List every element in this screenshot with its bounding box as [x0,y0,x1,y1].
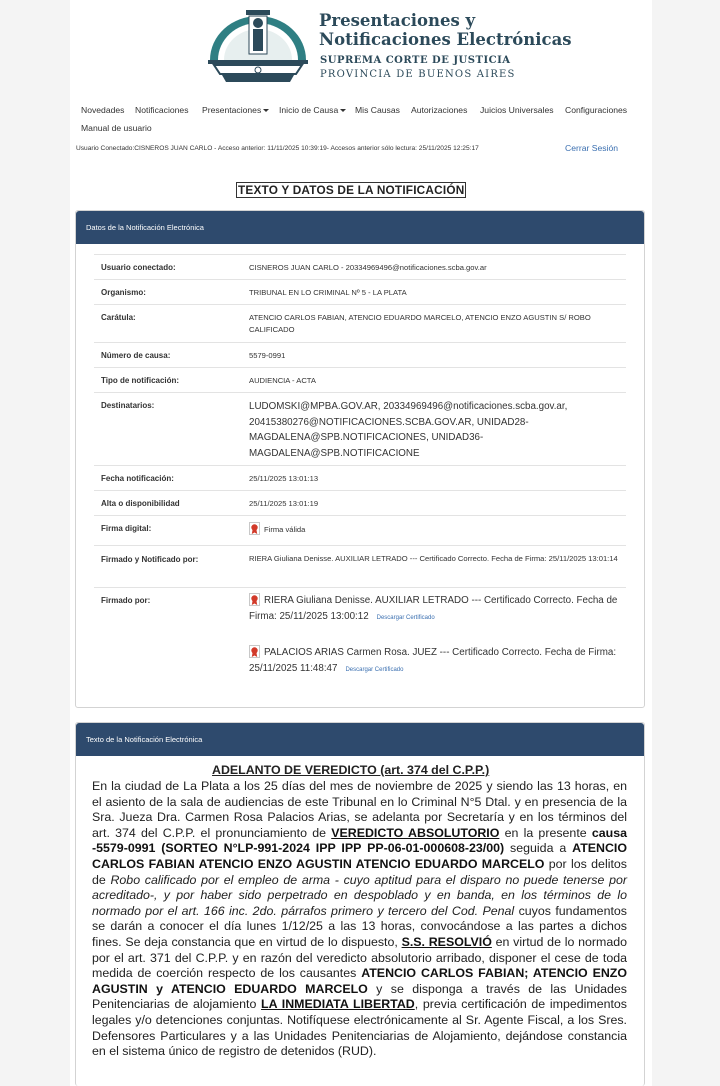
detail-row [94,545,626,587]
detail-value: 25/11/2025 13:01:19 [249,499,319,508]
release-emphasis: LA INMEDIATA LIBERTAD [261,997,415,1012]
session-status: Usuario Conectado:CISNEROS JUAN CARLO - Acceso anterior: 11/11/2025 10:39:19- Accesos anterior sólo lectura: 25/11/2025 12:25:17 [76,145,479,152]
detail-value-recipients: LUDOMSKI@MPBA.GOV.AR, 20334969496@notificaciones.scba.gov.ar, 20415380276@NOTIFICACIONES.SCBA.GOV.AR, UNIDAD28-MAGDALENA@SPB.NOTIFICACIONES, UNIDAD36-MAGDALENA@SPB.NOTIFICACIONE [249,401,568,459]
brand-title-line1: Presentaciones y [319,11,476,30]
verdict-text: en virtud de lo normado por el art. 371 del C.P.P. y en razón del veredicto absolutorio arribado, disponer el cese de toda medida de coerción respecto de los causantes [92,934,628,981]
verdict-emphasis: VEREDICTO ABSOLUTORIO [331,825,500,840]
signer-text: RIERA Giuliana Denisse. AUXILIAR LETRADO --- Certificado Correcto. Fecha de Firma: 25/11/2025 13:00:12 [249,595,618,622]
nav-inicio-de-causa[interactable] [279,105,346,115]
notification-text-header: Texto de la Notificación Electrónica [76,723,644,756]
detail-value: 25/11/2025 13:01:13 [249,474,319,483]
notification-details-panel [75,210,645,708]
verdict-text: seguida a [504,841,573,856]
detail-value: CISNEROS JUAN CARLO - 20334969496@notificaciones.scba.gov.ar [249,263,487,272]
detail-row [94,254,626,279]
signature-seal-icon [249,645,260,658]
signature-seal-icon [249,522,260,535]
nav-notificaciones[interactable]: Notificaciones [135,105,189,115]
nav-juicios-universales[interactable]: Juicios Universales [480,105,554,115]
caret-down-icon [263,109,269,112]
nav-presentaciones-label: Presentaciones [202,105,262,115]
detail-row [94,367,626,392]
detail-value: RIERA Giuliana Denisse. AUXILIAR LETRADO --- Certificado Correcto. Fecha de Firma: 25/11/2025 13:01:14 [249,554,618,563]
detail-label: Fecha notificación: [101,474,174,483]
download-certificate-link[interactable]: Descargar Certificado [345,666,404,673]
site-header [70,0,652,98]
detail-label: Alta o disponibilidad [101,499,180,508]
detail-row [94,587,626,707]
notification-details-header: Datos de la Notificación Electrónica [76,211,644,244]
detail-row [94,465,626,490]
brand-title-line2: Notificaciones Electrónicas [319,30,572,49]
nav-presentaciones[interactable] [202,105,269,115]
detail-label: Carátula: [101,313,136,322]
case-number: causa -5579-0991 (SORTEO N°LP-991-2024 IPP IPP PP-06-01-000608-23/00) [92,825,627,856]
detail-value: 5579-0991 [249,351,286,360]
nav-configuraciones[interactable]: Configuraciones [565,105,628,115]
verdict-text: por los delitos de [92,856,627,887]
resolution-emphasis: S.S. RESOLVIÓ [401,934,492,949]
detail-label: Tipo de notificación: [101,376,180,385]
detail-row [94,279,626,304]
detail-row [94,515,626,545]
defendants: ATENCIO CARLOS FABIAN ATENCIO ENZO AGUSTIN ATENCIO EDUARDO MARCELO [92,841,628,871]
detail-row [94,490,626,515]
download-certificate-link[interactable]: Descargar Certificado [376,614,435,621]
signature-seal-icon [249,593,260,606]
detail-label: Número de causa: [101,351,171,360]
defendants: ATENCIO CARLOS FABIAN; ATENCIO ENZO AGUSTIN y ATENCIO EDUARDO MARCELO [92,966,628,996]
detail-label: Firmado por: [101,596,151,605]
detail-label: Firma digital: [101,524,152,533]
detail-value: AUDIENCIA - ACTA [249,376,316,385]
detail-row [94,304,626,342]
signer-entry [249,593,624,626]
verdict-text: En la ciudad de La Plata a los 25 días del mes de noviembre de 2025 y siendo las 13 horas, en el asiento de la sala de audiencias de este Tribunal en lo Criminal N°5 Dtal. y en presencia de la Sra. Jueza Dra. Carmen Rosa Palacios Arias, se adelanta por Secretaría y en los términos del art. 374 del C.P.P. el pronunciamiento de [92,779,627,840]
detail-label: Destinatarios: [101,401,155,410]
verdict-title: ADELANTO DE VEREDICTO (art. 374 del C.P.P.) [212,763,490,777]
nav-manual-de-usuario[interactable]: Manual de usuario [81,123,152,133]
court-building-logo-icon [204,8,312,84]
detail-label: Usuario conectado: [101,263,176,272]
detail-label: Organismo: [101,288,146,297]
nav-inicio-de-causa-label: Inicio de Causa [279,105,339,115]
nav-novedades[interactable]: Novedades [81,105,125,115]
logout-link[interactable]: Cerrar Sesión [565,143,619,153]
page-title: TEXTO Y DATOS DE LA NOTIFICACIÓN [238,183,465,197]
signer-entry [249,645,624,678]
detail-value: TRIBUNAL EN LO CRIMINAL Nº 5 - LA PLATA [249,288,407,297]
charges: Robo calificado por el empleo de arma - cuyo aptitud para el disparo no puede tenerse por acreditado-, y por haber sido perpetrado en despoblado y en banda, en los términos de lo normado por el art. 166 inc. 2do. párrafos primero y tercero del Cod. Penal [92,872,627,918]
brand-subtitle-province: PROVINCIA DE BUENOS AIRES [320,69,516,80]
brand-subtitle-court: SUPREMA CORTE DE JUSTICIA [320,55,511,66]
verdict-text: cuyos fundamentos se darán a conocer el día lunes 1/12/25 a las 13 horas, convocándose a las partes a dichos fines. Se deja constancia que en virtud de lo dispuesto, [92,903,627,949]
signature-status: Firma válida [264,525,306,534]
detail-row [94,342,626,367]
signer-text: PALACIOS ARIAS Carmen Rosa. JUEZ --- Certificado Correcto. Fecha de Firma: 25/11/2025 11:48:47 [249,647,617,674]
verdict-body [92,779,627,1060]
detail-row [94,392,626,465]
verdict-text: y se disponga a través de las Unidades Penitenciarias de alojamiento [92,981,627,1012]
detail-label: Firmado y Notificado por: [101,555,199,564]
verdict-text: en la presente [499,825,592,840]
caret-down-icon [340,109,346,112]
main-nav [70,98,652,136]
brand-title [319,11,572,49]
verdict-text: , previa certificación de impedimentos legales y/o detenciones conjuntas. Notifíquese electrónicamente al Sr. Agente Fiscal, a los Sres. Defensores Particulares y a las Unidades Penitenciarias de Alojamiento, dejándose constancia en el sistema único de registro de detenidos (RUD). [92,997,628,1059]
detail-value: ATENCIO CARLOS FABIAN, ATENCIO EDUARDO MARCELO, ATENCIO ENZO AGUSTIN S/ ROBO CALIFICADO [249,313,591,334]
detail-value-signature [249,522,624,536]
nav-mis-causas[interactable]: Mis Causas [355,105,400,115]
nav-autorizaciones[interactable]: Autorizaciones [411,105,468,115]
